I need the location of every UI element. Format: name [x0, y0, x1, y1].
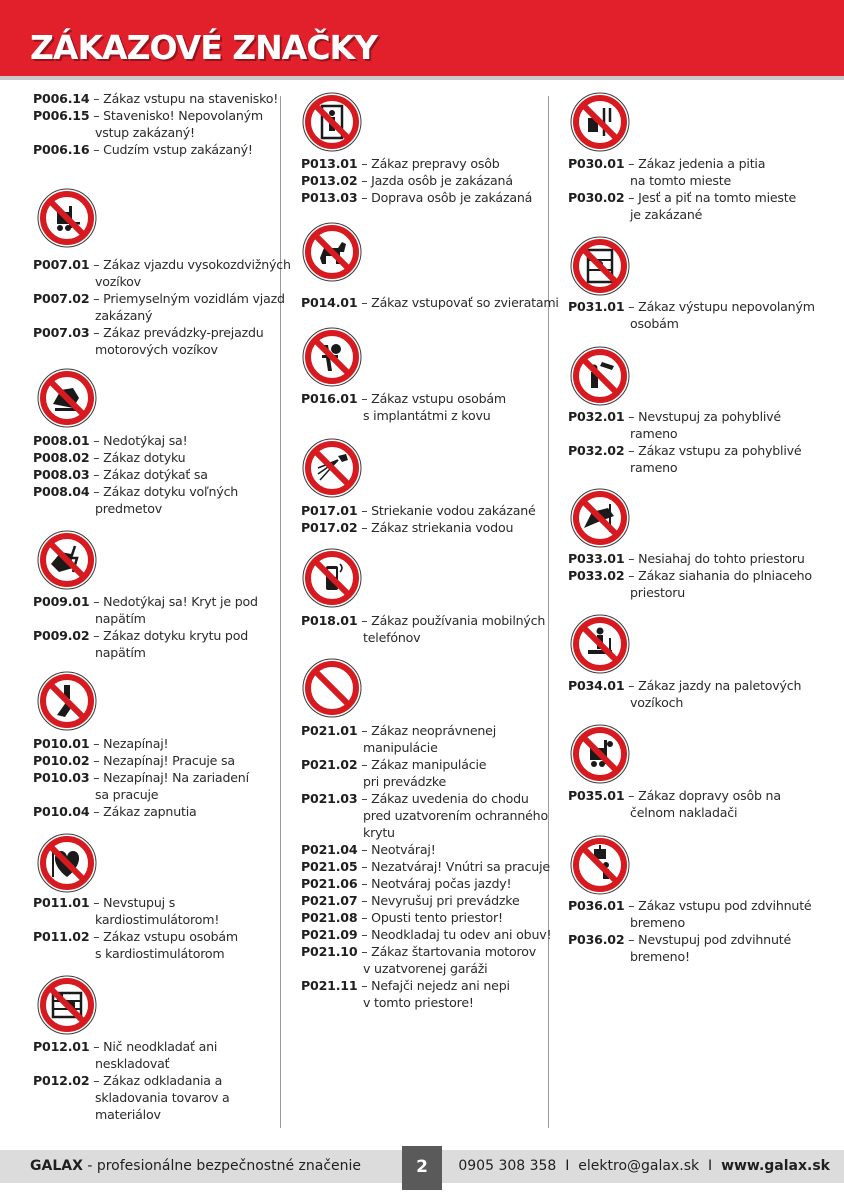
sign-description: – Zákaz výstupu nepovolaným	[624, 299, 815, 314]
electric-hand-icon	[37, 530, 97, 590]
page-header	[0, 0, 844, 80]
sign-code: P032.02	[568, 443, 625, 458]
sign-code: P021.10	[301, 944, 358, 959]
sign-description-continued: pri prevádzke	[363, 774, 447, 789]
sign-description: – Jazda osôb je zakázaná	[357, 173, 513, 188]
sign-description: – Zákaz siahania do plniaceho	[624, 568, 812, 583]
sign-entry	[301, 502, 536, 519]
sign-code: P021.11	[301, 978, 358, 993]
water-spray-icon	[302, 438, 362, 498]
sign-description: – Priemyselným vozidlám vjazd	[89, 291, 285, 306]
sign-description-continued: na tomto mieste	[630, 173, 732, 188]
sign-description: – Zákaz vjazdu vysokozdvižných	[89, 257, 291, 272]
footer-brand: GALAX	[30, 1158, 83, 1174]
sign-description: – Nesiahaj do tohto priestoru	[624, 551, 805, 566]
forklift-icon	[37, 188, 97, 248]
sign-code: P008.03	[33, 467, 90, 482]
sign-description-continued: vozíkoch	[630, 695, 684, 710]
page-footer	[0, 1150, 844, 1183]
sign-entry	[301, 519, 513, 536]
sign-entry	[33, 1072, 230, 1106]
sign-code: P007.03	[33, 325, 90, 340]
sign-description-continued: rameno	[630, 460, 678, 475]
sign-description: – Zákaz prepravy osôb	[357, 156, 500, 171]
sign-code: P006.15	[33, 108, 90, 123]
sign-description: – Opusti tento priestor!	[357, 910, 503, 925]
general-prohibition-icon	[302, 658, 362, 718]
storage-icon	[37, 975, 97, 1035]
sign-description-continued: manipulácie	[363, 740, 438, 755]
sign-description-continued: napätím	[95, 645, 146, 660]
sign-description: – Zákaz uvedenia do chodu	[357, 791, 529, 806]
column-divider	[548, 96, 549, 1128]
sign-description: – Jesť a piť na tomto mieste	[624, 190, 797, 205]
sign-description: – Zákaz dopravy osôb na	[624, 788, 781, 803]
sign-description: – Zákaz používania mobilných	[357, 613, 546, 628]
sign-description: – Nevyrušuj pri prevádzke	[357, 893, 520, 908]
sign-description: – Zákaz zapnutia	[89, 804, 197, 819]
sign-code: P021.01	[301, 723, 358, 738]
sign-description-continued: osobám	[630, 316, 679, 331]
sign-description: – Nevstupuj s	[89, 895, 176, 910]
sign-description-continued: vozíkov	[95, 274, 141, 289]
sign-description-continued: rameno	[630, 426, 678, 441]
sign-description-continued: s implantátmi z kovu	[363, 408, 491, 423]
sign-description: – Zákaz dotyku	[89, 450, 186, 465]
sign-code: P013.02	[301, 173, 358, 188]
sign-description-continued: v tomto priestore!	[363, 995, 474, 1010]
scaffold-climb-icon	[570, 236, 630, 296]
sign-code: P011.02	[33, 929, 90, 944]
sign-description: – Zákaz vstupu osobám	[357, 391, 506, 406]
sign-description: – Nedotýkaj sa! Kryt je pod	[89, 594, 258, 609]
sign-entry	[301, 841, 436, 858]
sign-code: P014.01	[301, 295, 358, 310]
column-divider	[280, 96, 281, 1128]
sign-description-continued: neskladovať	[95, 1056, 170, 1071]
sign-entry	[568, 189, 796, 223]
sign-entry	[301, 294, 559, 311]
sign-description: – Nevstupuj za pohyblivé	[624, 409, 781, 424]
sign-description-continued: bremeno!	[630, 949, 690, 964]
sign-description: – Striekanie vodou zakázané	[357, 503, 536, 518]
footer-contact	[458, 1150, 830, 1183]
food-drink-icon	[570, 92, 630, 152]
sign-entry	[301, 155, 500, 172]
sign-code: P010.04	[33, 804, 90, 819]
sign-description-continued: motorových vozíkov	[95, 342, 218, 357]
sign-code: P021.09	[301, 927, 358, 942]
sign-entry	[568, 677, 801, 711]
sign-entry	[301, 977, 510, 1011]
sign-code: P021.05	[301, 859, 358, 874]
sign-entry	[568, 155, 765, 189]
sign-description: – Zákaz vstupu osobám	[89, 929, 238, 944]
sign-code: P010.02	[33, 753, 90, 768]
sign-description: – Zákaz dotyku krytu pod	[89, 628, 249, 643]
sign-entry	[33, 894, 219, 928]
sign-description: – Cudzím vstup zakázaný!	[89, 142, 253, 157]
sign-entry	[33, 593, 258, 627]
sign-description: – Nedotýkaj sa!	[89, 433, 188, 448]
sign-code: P021.02	[301, 757, 358, 772]
sign-description-continued: je zakázané	[630, 207, 703, 222]
sign-code: P033.01	[568, 551, 625, 566]
sign-description: – Zákaz dotyku voľných	[89, 484, 239, 499]
sign-entry	[301, 172, 513, 189]
sign-entry	[33, 627, 248, 661]
sign-entry	[301, 875, 511, 892]
page-title: ZÁKAZOVÉ ZNAČKY	[30, 28, 378, 67]
sign-entry	[301, 390, 506, 424]
footer-separator: I	[708, 1158, 713, 1174]
sign-code: P033.02	[568, 568, 625, 583]
page-number: 2	[402, 1146, 442, 1190]
sign-description: – Zákaz vstupu za pohyblivé	[624, 443, 802, 458]
sign-code: P007.01	[33, 257, 90, 272]
sign-code: P013.03	[301, 190, 358, 205]
sign-code: P021.03	[301, 791, 358, 806]
sign-description-continued: skladovania tovarov a	[95, 1090, 230, 1105]
sign-code: P021.06	[301, 876, 358, 891]
pallet-truck-ride-icon	[570, 614, 630, 674]
sign-entry	[301, 189, 532, 206]
sign-description: – Nefajči nejedz ani nepi	[357, 978, 510, 993]
sign-code: P008.02	[33, 450, 90, 465]
sign-entry	[33, 735, 168, 752]
sign-description: – Neotváraj počas jazdy!	[357, 876, 512, 891]
elevator-person-icon	[302, 92, 362, 152]
sign-entry	[33, 1038, 217, 1072]
sign-description: – Zákaz odkladania a	[89, 1073, 223, 1088]
sign-entry	[568, 550, 805, 567]
sign-code: P018.01	[301, 613, 358, 628]
sign-entry	[568, 787, 781, 821]
sign-description: – Zákaz štartovania motorov	[357, 944, 536, 959]
sign-entry	[568, 931, 791, 965]
sign-description: – Nezapínaj!	[89, 736, 169, 751]
sign-entry	[301, 790, 548, 824]
sign-entry	[33, 290, 285, 324]
suspended-load-icon	[570, 835, 630, 895]
sign-entry	[568, 567, 812, 601]
sign-description: – Neodkladaj tu odev ani obuv!	[357, 927, 552, 942]
sign-description: – Zákaz vstupu pod zdvihnuté	[624, 898, 812, 913]
sign-description: – Zákaz vstupovať so zvieratami	[357, 295, 559, 310]
sign-entry	[33, 324, 264, 358]
sign-entry	[301, 612, 545, 646]
sign-code: P006.14	[33, 91, 90, 106]
sign-description: – Zákaz dotýkať sa	[89, 467, 208, 482]
sign-description: – Nevstupuj pod zdvihnuté	[624, 932, 792, 947]
sign-code: P013.01	[301, 156, 358, 171]
sign-code: P021.04	[301, 842, 358, 857]
sign-entry	[33, 432, 187, 449]
sign-description: – Doprava osôb je zakázaná	[357, 190, 533, 205]
forklift-passenger-icon	[570, 724, 630, 784]
sign-description: – Nič neodkladať ani	[89, 1039, 218, 1054]
sign-description-continued: vstup zakázaný!	[95, 125, 195, 140]
footer-website: www.galax.sk	[721, 1158, 830, 1174]
sign-entry	[33, 141, 253, 158]
sign-description-continued: v uzatvorenej garáži	[363, 961, 488, 976]
sign-description-continued: s kardiostimulátorom	[95, 946, 225, 961]
sign-entry	[568, 897, 812, 931]
sign-entry	[301, 943, 536, 977]
sign-entry	[33, 256, 291, 290]
sign-description-continued: napätím	[95, 611, 146, 626]
sign-code: P021.08	[301, 910, 358, 925]
sign-code: P017.01	[301, 503, 358, 518]
sign-description: – Zákaz vstupu na stavenisko!	[89, 91, 279, 106]
sign-code: P030.02	[568, 190, 625, 205]
sign-entry	[33, 928, 238, 962]
sign-code: P008.04	[33, 484, 90, 499]
sign-code: P009.01	[33, 594, 90, 609]
sign-description-continued: krytu	[363, 825, 395, 840]
sign-code: P012.02	[33, 1073, 90, 1088]
sign-description: – Zákaz prevádzky-prejazdu	[89, 325, 264, 340]
sign-description: – Neotváraj!	[357, 842, 436, 857]
sign-entry	[301, 909, 503, 926]
sign-code: P010.01	[33, 736, 90, 751]
sign-code: P034.01	[568, 678, 625, 693]
sign-entry	[33, 449, 185, 466]
sign-code: P011.01	[33, 895, 90, 910]
sign-entry	[301, 926, 551, 943]
sign-description-continued: bremeno	[630, 915, 685, 930]
sign-description: – Nezapínaj! Pracuje sa	[89, 753, 235, 768]
sign-entry	[33, 1106, 161, 1123]
sign-entry	[33, 803, 197, 820]
sign-description: – Zákaz jedenia a pitia	[624, 156, 766, 171]
sign-entry	[33, 466, 208, 483]
sign-code: P009.02	[33, 628, 90, 643]
switch-icon	[37, 671, 97, 731]
footer-separator: I	[565, 1158, 570, 1174]
reach-in-icon	[570, 488, 630, 548]
sign-code: P030.01	[568, 156, 625, 171]
sign-entry	[33, 483, 238, 517]
sign-entry	[301, 858, 550, 875]
sign-description-continued: zakázaný	[95, 308, 153, 323]
sign-description-continued: kardiostimulátorom!	[95, 912, 220, 927]
sign-entry	[568, 298, 815, 332]
sign-entry	[301, 722, 496, 756]
sign-entry	[33, 769, 249, 803]
sign-description: – Zákaz neoprávnenej	[357, 723, 497, 738]
sign-entry	[301, 892, 520, 909]
sign-description: – Stavenisko! Nepovolaným	[89, 108, 263, 123]
sign-description-continued: sa pracuje	[95, 787, 159, 802]
footer-company	[30, 1150, 361, 1183]
sign-code: P036.02	[568, 932, 625, 947]
dog-icon	[302, 222, 362, 282]
sign-description-continued: čelnom nakladači	[630, 805, 738, 820]
sign-description: – Zákaz manipulácie	[357, 757, 487, 772]
sign-description: – Nezatváraj! Vnútri sa pracuje	[357, 859, 550, 874]
sign-description: – Nezapínaj! Na zariadení	[89, 770, 249, 785]
sign-code: P021.07	[301, 893, 358, 908]
sign-code: P006.16	[33, 142, 90, 157]
sign-code: P036.01	[568, 898, 625, 913]
sign-description-continued: materiálov	[95, 1107, 161, 1122]
moving-arm-icon	[570, 346, 630, 406]
sign-description: – Zákaz striekania vodou	[357, 520, 514, 535]
footer-tagline: - profesionálne bezpečnostné značenie	[82, 1158, 362, 1174]
hand-touch-icon	[37, 368, 97, 428]
sign-entry	[33, 107, 263, 141]
mobile-phone-icon	[302, 548, 362, 608]
sign-entry	[301, 824, 395, 841]
footer-phone: 0905 308 358	[458, 1158, 557, 1174]
sign-code: P008.01	[33, 433, 90, 448]
sign-entry	[568, 442, 801, 476]
sign-code: P017.02	[301, 520, 358, 535]
sign-entry	[568, 408, 781, 442]
sign-code: P007.02	[33, 291, 90, 306]
sign-code: P031.01	[568, 299, 625, 314]
sign-description-continued: priestoru	[630, 585, 685, 600]
sign-code: P016.01	[301, 391, 358, 406]
sign-code: P035.01	[568, 788, 625, 803]
sign-code: P012.01	[33, 1039, 90, 1054]
pacemaker-icon	[37, 833, 97, 893]
sign-description-continued: predmetov	[95, 501, 162, 516]
sign-code: P032.01	[568, 409, 625, 424]
metal-implant-icon	[302, 327, 362, 387]
sign-description-continued: telefónov	[363, 630, 421, 645]
sign-code: P010.03	[33, 770, 90, 785]
sign-entry	[33, 90, 278, 107]
sign-description-continued: pred uzatvorením ochranného	[363, 808, 548, 823]
sign-entry	[33, 752, 235, 769]
sign-description: – Zákaz jazdy na paletových	[624, 678, 802, 693]
footer-email: elektro@galax.sk	[578, 1158, 700, 1174]
sign-entry	[301, 756, 486, 790]
